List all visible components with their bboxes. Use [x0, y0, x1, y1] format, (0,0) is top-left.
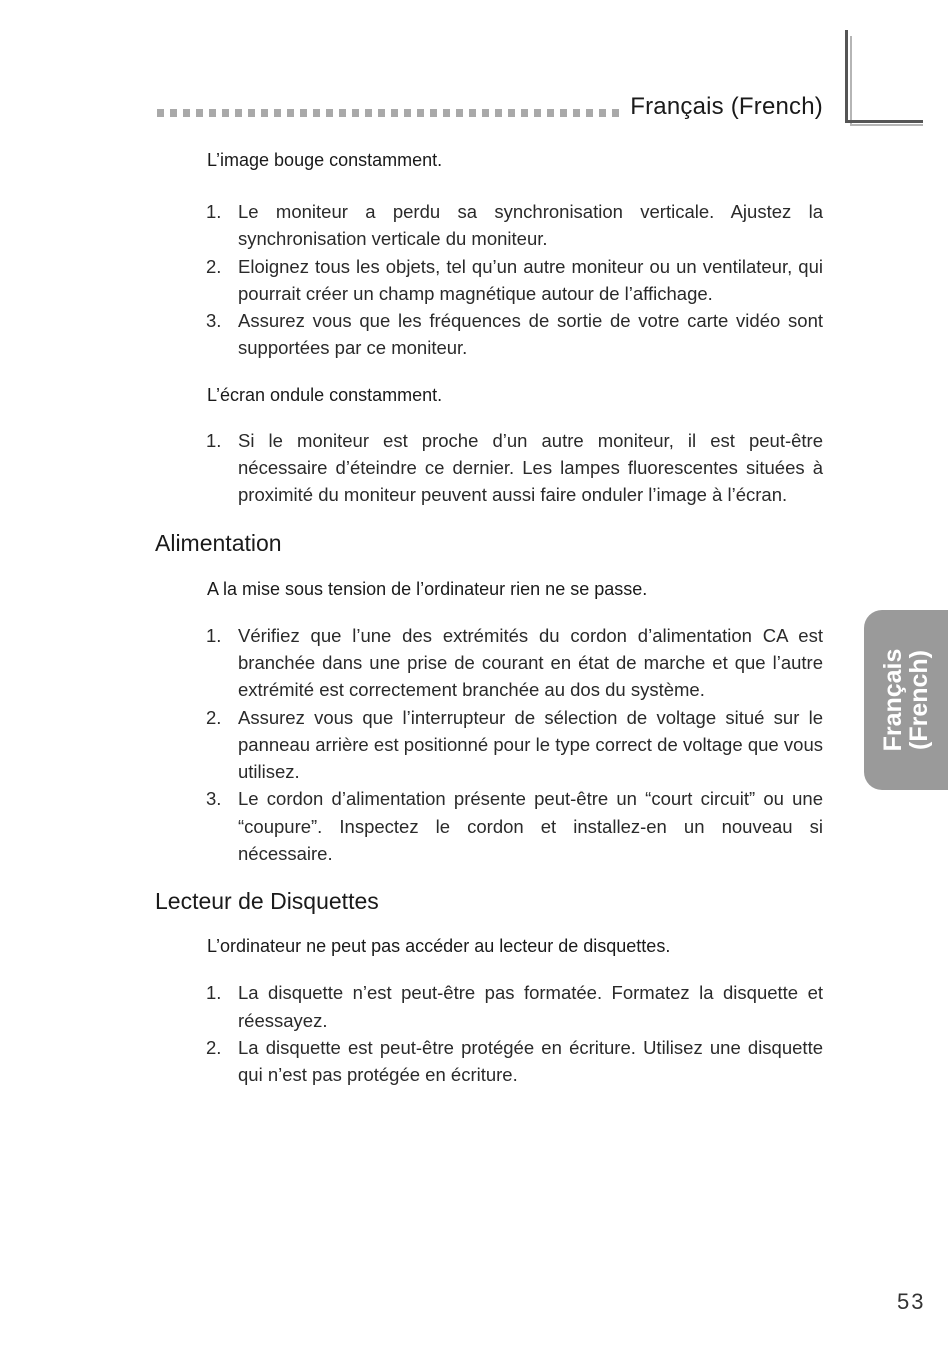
corner-mark-horizontal-shadow — [850, 124, 923, 126]
side-tab-line-1: Français — [879, 648, 907, 752]
corner-mark-shadow — [850, 36, 852, 126]
section-title-power: Alimentation — [155, 529, 282, 556]
subheading-floppy: L’ordinateur ne peut pas accéder au lecteur de disquettes. — [207, 936, 671, 957]
subheading-screen-waves: L’écran ondule constamment. — [207, 384, 443, 405]
list-item — [206, 253, 823, 308]
list-number: 3. — [206, 788, 222, 810]
list-number: 2. — [206, 706, 222, 728]
list-text: Vérifiez que l’une des extrémités du cordon d’alimentation CA est branchée dans une prise de courant en état de marche et que l’autre extrémité est correctement branchée au dos du système. — [238, 624, 823, 701]
list-item — [206, 704, 823, 786]
list-text: Le moniteur a perdu sa synchronisation verticale. Ajustez la synchronisation verticale du moniteur. — [238, 201, 823, 250]
list-text: Si le moniteur est proche d’un autre moniteur, il est peut-être nécessaire d’éteindre ce dernier. Les lampes fluorescentes situées à proximité du moniteur peuvent aussi faire onduler l’image à l’écran. — [238, 429, 823, 506]
list-text: Le cordon d’alimentation présente peut-être un “court circuit” ou une “coupure”. Inspectez le cordon et installez-en un nouveau si nécessaire. — [238, 788, 823, 865]
list-item — [206, 427, 823, 509]
section-title-floppy: Lecteur de Disquettes — [155, 888, 379, 915]
language-side-tab-label — [880, 649, 932, 752]
list-text: Eloignez tous les objets, tel qu’un autre moniteur ou un ventilateur, qui pourrait créer un champ magnétique autour de l’affichage. — [238, 255, 823, 304]
page-content — [155, 148, 823, 1089]
page-number: 53 — [897, 1289, 926, 1314]
header-dot-rule — [157, 109, 619, 118]
corner-mark — [845, 30, 848, 123]
list-number: 2. — [206, 1036, 222, 1058]
header-title: Français (French) — [630, 93, 823, 120]
list-item — [206, 307, 823, 362]
subheading-image-moves: L’image bouge constamment. — [207, 150, 443, 170]
list-text: La disquette n’est peut-être pas formatée. Formatez la disquette et réessayez. — [238, 982, 823, 1031]
corner-mark-horizontal — [845, 120, 923, 123]
list-power — [155, 622, 823, 868]
list-number: 1. — [206, 624, 222, 646]
list-number: 1. — [206, 429, 222, 451]
list-item — [206, 979, 823, 1034]
list-image-moves — [155, 198, 823, 362]
subheading-power: A la mise sous tension de l’ordinateur rien ne se passe. — [207, 578, 648, 599]
list-text: Assurez vous que l’interrupteur de sélection de voltage situé sur le panneau arrière est positionné pour le type correct de voltage que vous utilisez. — [238, 706, 823, 783]
side-tab-line-2: (French) — [905, 650, 933, 750]
list-text: Assurez vous que les fréquences de sortie de votre carte vidéo sont supportées par ce moniteur. — [238, 310, 823, 359]
list-floppy — [155, 979, 823, 1088]
list-number: 1. — [206, 201, 222, 222]
list-item — [206, 1034, 823, 1089]
list-number: 3. — [206, 310, 222, 332]
list-screen-waves — [155, 427, 823, 509]
list-number: 1. — [206, 982, 222, 1004]
list-item — [206, 785, 823, 867]
list-text: La disquette est peut-être protégée en écriture. Utilisez une disquette qui n’est pas protégée en écriture. — [238, 1036, 823, 1086]
list-item — [206, 198, 823, 253]
list-number: 2. — [206, 255, 222, 277]
list-item — [206, 622, 823, 704]
